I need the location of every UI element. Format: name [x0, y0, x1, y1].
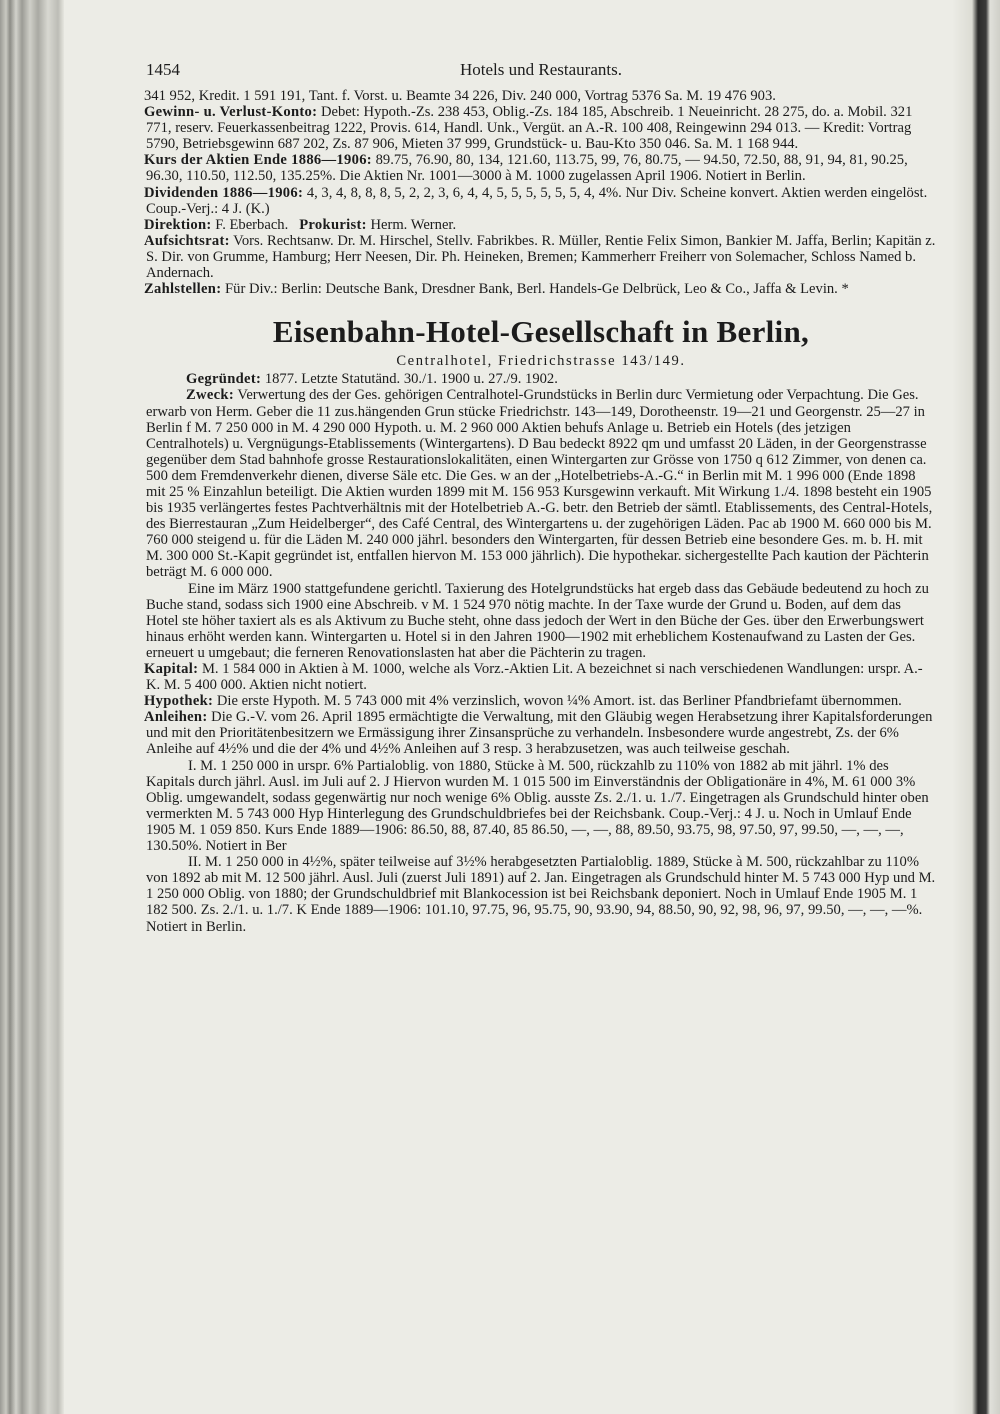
zweck-paragraph [146, 387, 936, 580]
anleihen-text: Die G.-V. vom 26. April 1895 ermächtigte die Verwaltung, mit den Gläubig wegen Herabsetzung ihrer Kapitalsforderungen und mit den Prioritätenbesitzern we Ermässigung ihrer Zinsansprüche zu verhandeln. Insbesondere wurde angestrebt, Zs. der 6% Anleihe auf 4½% und die der 4% und 4½% Anleihen auf 3 resp. 3 herabzusetzen, was auch teilweise geschah. [146, 709, 933, 758]
zahlstellen-paragraph [146, 281, 936, 297]
gewinn-text: Debet: Hypoth.-Zs. 238 453, Oblig.-Zs. 184 185, Abschreib. 1 Neueinricht. 28 275, do. a. Mobil. 321 771, reserv. Feuerkassenbeitrag 1222, Provis. 614, Handl. Unk., Vergüt. an A.-R. 100 408, Reingewinn 294 013. — Kredit: Vortrag 5790, Betriebsgewinn 687 202, Zs. 87 906, Mieten 37 999, Grundstück- u. Bau-Kto 350 046. Sa. M. 1 168 944. [146, 104, 913, 153]
zahlstellen-label: Zahlstellen: [144, 281, 222, 298]
prokurist-text: Herm. Werner. [370, 216, 457, 233]
kurs-text: 89.75, 76.90, 80, 134, 121.60, 113.75, 99, 76, 80.75, — 94.50, 72.50, 88, 91, 94, 81, 90.25, 96.30, 110.50, 112.50, 135.25%. Die Aktien Nr. 1001—3000 à M. 1000 zugelassen April 1906. Notiert in Berlin. [146, 152, 908, 185]
direktion-text: F. Eberbach. [215, 216, 289, 233]
book-spine-edge [0, 0, 64, 1414]
hypothek-paragraph [146, 693, 936, 709]
dividenden-label: Dividenden 1886—1906: [144, 184, 304, 201]
prokurist-label: Prokurist: [299, 216, 367, 233]
facing-page-edge [952, 0, 1000, 1414]
kapital-text: M. 1 584 000 in Aktien à M. 1000, welche als Vorz.-Aktien Lit. A bezeichnet si nach verschiedenen Wandlungen: urspr. A.-K. M. 5 400 000. Aktien nicht notiert. [146, 661, 923, 694]
company-address: Centralhotel, Friedrichstrasse 143/149. [396, 353, 686, 370]
hypothek-label: Hypothek: [144, 693, 214, 710]
anleihen-paragraph [146, 709, 936, 757]
anleihe-1-paragraph: I. M. 1 250 000 in urspr. 6% Partialoblig. von 1880, Stücke à M. 500, rückzahlb zu 110% von 1882 ab mit jährl. 1% des Kapitals durch jährl. Ausl. im Juli auf 2. J Hiervon wurden M. 1 015 500 im Einverständnis der Obligationäre in 4%, M. 61 000 3% Oblig. umgewandelt, sodass gegenwärtig nur noch wenige 6% Oblig. ausste Zs. 2./1. u. 1./7. Eingetragen als Grundschuld hinter oben vermerkten M. 5 743 000 Hyp Hinterlegung des Grundschuldbriefes bei der Reichsbank. Coup.-Verj.: 4 J. u. Noch in Umlauf Ende 1905 M. 1 059 850. Kurs Ende 1889—1906: 86.50, 88, 87.40, 85 86.50, —, —, 88, 89.50, 93.75, 98, 97.50, 97, 99.50, —, —, —, 130.50%. Notiert in Ber [146, 757, 929, 855]
kapital-label: Kapital: [144, 661, 199, 677]
gegruendet-label: Gegründet: [186, 371, 262, 388]
page [146, 60, 936, 935]
zweck-text: Verwertung des der Ges. gehörigen Centralhotel-Grundstücks in Berlin durc Vermietung oder Verpachtung. Die Ges. erwarb von Herm. Geber die 11 zus.hängenden Grun stücke Friedrichstr. 143—149, Dorotheenstr. 19—21 und Georgenstr. 25—27 in Berlin f M. 7 250 000 in M. 4 290 000 Hypoth. u. M. 2 960 000 Aktien behufs Anlage u. Betrieb ein Hotels (des jetzigen Centralhotels) u. Vergnügungs-Etablissements (Wintergartens). D Bau bedeckt 8922 qm und umfasst 20 Läden, in der Georgenstrasse gegenüber dem Stad bahnhofe grosse Restaurationslokalitäten, einen Wintergarten zur Grösse von 1750 q 612 Zimmer, von denen ca. 500 dem Fremdenverkehr dienen, diverse Säle etc. Die Ges. w an der „Hotelbetriebs-A.-G.“ in Berlin mit M. 1 996 000 (Ende 1898 mit 25 % Einzahlun beteiligt. Die Aktien wurden 1899 mit M. 156 953 Kursgewinn verkauft. Mit Wirkung 1./4. 1898 besteht ein 1905 bis 1935 verlängertes festes Pachtverhältnis mit der Hotelbetrieb A.-G. betr. den Betrieb der sämtl. Etablissements, des Central-Hotels, des Bierrestauran „Zum Heidelberger“, des Café Central, des Wintergartens u. der zugehörigen Läden. Pac ab 1900 M. 660 000 bis M. 760 000 steigend u. für die Läden M. 240 000 jährl. besonders den Wintergarten, für dessen Betrieb eine besondere Ges. m. b. H. mit M. 300 000 St.-Kapit gegründet ist, entfallen hiervon M. 153 000 jährlich). Die hypothekar. sichergestellte Pach kaution der Pächterin beträgt M. 6 000 000. [146, 387, 933, 581]
aufsichtsrat-text: Vors. Rechtsanw. Dr. M. Hirschel, Stellv. Fabrikbes. R. Müller, Rentie Felix Simon, Bankier M. Jaffa, Berlin; Kapitän z. S. Dir. von Grumme, Hamburg; Herr Neesen, Dir. Ph. Heineken, Bremen; Kammerherr Freiherr von Solemacher, Schloss Named b. Andernach. [146, 232, 936, 282]
taxierung-paragraph: Eine im März 1900 stattgefundene gerichtl. Taxierung des Hotelgrundstücks hat ergeb dass das Gebäude bedeutend zu hoch zu Buche stand, sodass sich 1900 eine Abschreib. v M. 1 524 970 nötig machte. In der Taxe wurde der Grund u. Boden, auf dem das Hotel ste höher taxiert als es als Aktivum zu Buche steht, ohne dass jedoch der Wert in den Büche der Ges. über den Erwerbungswert hinaus erhöht werden kann. Wintergarten u. Hotel si in den Jahren 1900—1902 mit erheblichem Kostenaufwand zu Lasten der Ges. erneuert u umgebaut; die ferneren Renovationslasten hat aber die Pächterin zu tragen. [146, 580, 929, 661]
kurs-label: Kurs der Aktien Ende 1886—1906: [144, 152, 372, 169]
dividenden-paragraph [146, 185, 936, 217]
gegruendet-paragraph [146, 371, 936, 387]
company-title: Eisenbahn-Hotel-Gesellschaft in Berlin, [272, 314, 810, 350]
zahlstellen-text: Für Div.: Berlin: Deutsche Bank, Dresdner Bank, Berl. Handels-Ge Delbrück, Leo & Co., Jaffa & Levin. * [225, 281, 849, 298]
page-number: 1454 [146, 60, 180, 79]
dividenden-text: 4, 3, 4, 8, 8, 8, 5, 2, 2, 3, 6, 4, 4, 5, 5, 5, 5, 5, 5, 4, 4%. Nur Div. Scheine konvert. Aktien werden eingelöst. Coup.-Verj.: 4 J. (K.) [146, 184, 928, 217]
kurs-paragraph [146, 152, 936, 184]
kapital-paragraph [146, 661, 936, 693]
gegruendet-text: 1877. Letzte Statutänd. 30./1. 1900 u. 27./9. 1902. [264, 371, 558, 388]
zweck-label: Zweck: [186, 387, 235, 404]
gewinn-label: Gewinn- u. Verlust-Konto: [144, 104, 318, 121]
page-body [146, 88, 936, 935]
aufsichtsrat-paragraph [146, 233, 936, 281]
running-header [146, 60, 936, 88]
direktion-paragraph [146, 217, 936, 233]
anleihen-label: Anleihen: [144, 709, 208, 726]
direktion-label: Direktion: [144, 216, 212, 233]
hypothek-text: Die erste Hypoth. M. 5 743 000 mit 4% verzinslich, wovon ¼% Amort. ist. das Berliner Pfandbriefamt übernommen. [216, 693, 902, 710]
anleihe-2-paragraph: II. M. 1 250 000 in 4½%, später teilweise auf 3½% herabgesetzten Partialoblig. 1889, Stücke à M. 500, rückzahlbar zu 110% von 1892 ab mit M. 12 500 jährl. Ausl. Juli (zuerst Juli 1891) auf 2. Jan. Eingetragen als Grundschuld hinter M. 5 743 000 Hyp und M. 1 250 000 Oblig. von 1880; der Grundschuldbrief mit Blankocession ist bei Reichsbank deponiert. Noch in Umlauf Ende 1905 M. 1 182 500. Zs. 2./1. u. 1./7. K Ende 1889—1906: 101.10, 97.75, 96, 95.75, 90, 93.90, 94, 88.50, 90, 92, 98, 96, 97, 99.50, —, —, —%. Notiert in Berlin. [146, 854, 936, 935]
gewinn-verlust-paragraph [146, 104, 936, 152]
running-title: Hotels und Restaurants. [460, 60, 622, 79]
aufsichtsrat-label: Aufsichtsrat: [144, 232, 230, 249]
continuation-paragraph: 341 952, Kredit. 1 591 191, Tant. f. Vorst. u. Beamte 34 226, Div. 240 000, Vortrag 5376 Sa. M. 19 476 903. [144, 88, 776, 104]
